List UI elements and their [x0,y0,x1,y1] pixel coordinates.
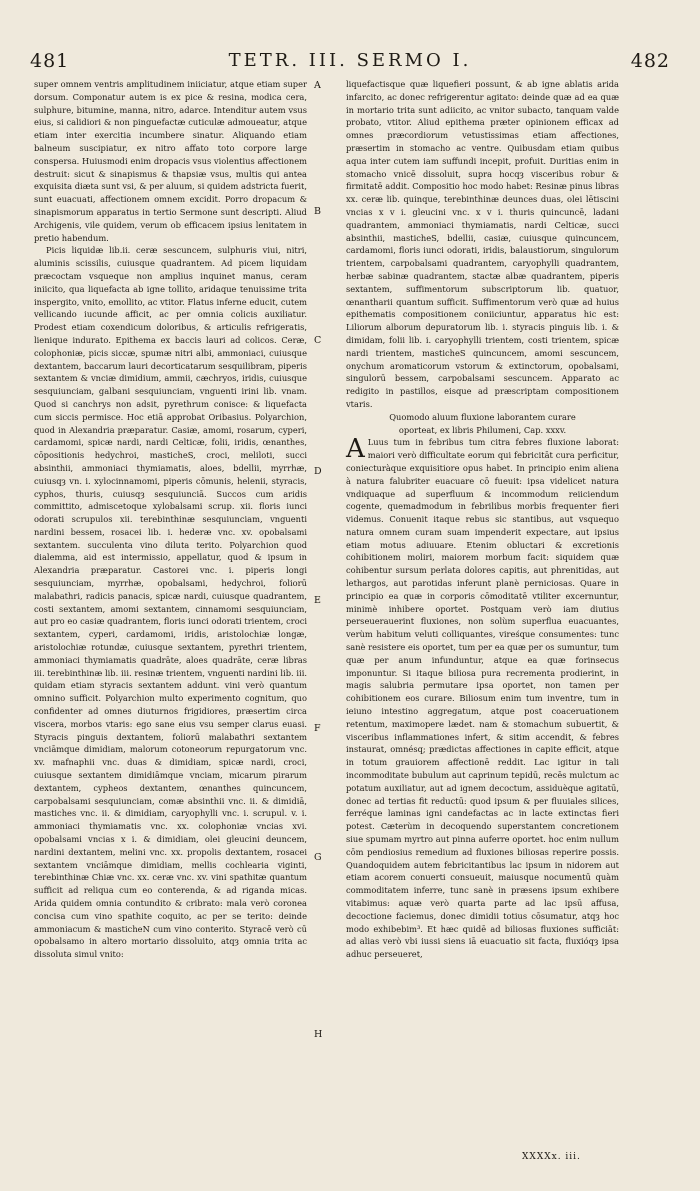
signature-mark: XXXXx. iii. [522,1152,581,1162]
margin-letter-c: C [314,335,322,346]
margin-letter-f: F [314,723,321,734]
page-number-right: 482 [630,50,670,72]
chapter-paragraph [346,436,619,961]
paragraph: Picis liquidæ lib.ii. ceræ sescuncem, sulphuris viui, nitri, aluminis scissilis, cuiusque quadrantem. Ad picem liquidam præcoctam vsqueque non amplius inquinet manus, ceram iniicito, qua liquefacta ab igne tollito, aridaque tenuissime trita inspergito, vnito, emollito, ac vtitor. Flatus inferne educit, cutem vellicando iucunde afficit, ac per omnia colicis auxiliatur. Prodest etiam coxendicum doloribus, & articulis refrigeratis, lienique indurato. Epithema ex baccis lauri ad colicos. Ceræ, colophoniæ, picis siccæ, spumæ nitri albi, ammoniaci, cuiusque dextantem, baccarum lauri decorticatarum sesquilibram, piperis sextantem & vnciæ dimidium, ammii, cæchryos, iridis, cuiusque sesquiunciam, galbani sesquiunciam, vnguenti irini lib. vnam. Quod si canchrys non adsit, pyrethrum conisce: & liquefacta cum siccis permisce. Hoc etiā approbat Oribasius. Polyarchion, quod in Alexandria præparatur. Casiæ, amomi, rosarum, cyperi, cardamomi, spicæ nardi, nardi Celticæ, folii, iridis, œnanthes, cōpositionis hedychroi, masticheS, croci, meliloti, succi absinthii, ammoniaci thymiamatis, aloes, bdellii, myrrhæ, cuiusqȝ vn. i. xylocinnamomi, piperis cōmunis, helenii, styracis, cyphos, thuris, cuiusqȝ sesquiunciā. Succos cum aridis committito, admiscetoque xylobalsami scrup. xii. floris iunci odorati scrupulos xii. terebinthinæ sesquiunciam, vnguenti nardini bessem, rosacei lib. i. hederæ vnc. xv. opobalsami sextantem. succulenta vino diluta terito. Polyarchion quod dialemma, aid est intermissio, appellatur, quod & ipsum in Alexandria præparatur. Castorei vnc. i. piperis longi sesquiunciam, myrrhæ, opobalsami, hedychroi, foliorū malabathri, radicis panacis, spicæ nardi, cuiusque quadrantem, costi sextantem, amomi sextantem, cinnamomi sesquiunciam, aut pro eo casiæ quadrantem, floris iunci odorati trientem, croci sextantem, cyperi, cardamomi, iridis, aristolochiæ longæ, aristolochiæ rotundæ, cuiusque sextantem, pyrethri trientem, ammoniaci thymiamatis quadrāte, aloes quadrāte, ceræ libras iii. terebinthinæ lib. iii. resinæ trientem, vnguenti nardini lib. iii. quidam etiam styracis sextantem addunt. vini verò quantum omnino sufficit. Polyarchion multo experimento cognitum, quo confidenter ad omnes diuturnos frigidiores, præsertim circa viscera, morbos vtaris: ego sane eius vsu semper clarus euasi. Styracis pinguis dextantem, foliorū malabathri sextantem vnciāmque dimidiam, malorum cotoneorum repurgatorum vnc. xv. mafnaphii vnc. duas & dimidiam, spicæ nardi, croci, cuiusque sextantem dimidiāmque vnciam, micarum pirarum dextantem, cypheos dextantem, œnanthes quincuncem, carpobalsami sesquiunciam, comæ absinthii vnc. ii. & dimidiā, mastiches vnc. ii. & dimidiam, caryophylli vnc. i. scrupul. v. i. ammoniaci thymiamatis vnc. xx. colophoniæ vncias xvi. opobalsami vncias x i. & dimidiam, olei gleucini deuncem, nardini dextantem, melini vnc. xx. propolis dextantem, rosacei sextantem vnciāmque dimidiam, mellis cochlearia viginti, terebinthinæ Chiæ vnc. xx. ceræ vnc. xv. vini spathitæ quantum sufficit ad reliqua cum eo conterenda, & ad riganda micas. Arida quidem omnia contundito & cribrato: mala verò coronea concisa cum vino spathite coquito, ac per se terito: deinde ammoniacum & masticheN cum vino conterito. Styracē verò cū opobalsamo in altero mortario dissoluito, atqȝ omnia trita ac dissoluta simul vnito: [34,245,307,960]
page-number-left: 481 [30,50,70,72]
right-column [346,78,619,961]
left-column [34,78,307,961]
margin-letter-h: H [314,1029,323,1040]
paragraph: super omnem ventris amplitudinem iniiciatur, atque etiam super dorsum. Componatur autem is ex pice & resina, modica cera, sulphure, bitumine, manna, nitro, adarce. Intenditur autem vsus eius, si calidiori & non pinguefactæ cuticulæ admoueatur, atque etiam inter exercitia incumbere sinatur. Aliquando etiam balneum suscipiatur, ex nitro affato toto corpore large conspersa. Huiusmodi enim dropacis vsus violentius affectionem destruit: sicut & sinapismus & thapsiæ vsus, multis qui antea exquisita diæta sunt vsi, & per aluum, si quidem adstricta fuerit, sunt euacuati, affectionem omnem excidit. Porro dropacum & sinapismorum apparatus in tertio Sermone sunt descripti. Aliud Archigenis, vile quidem, verum ob efficacem ipsius lenitatem in pretio habendum. [34,79,308,243]
chapter-subtitle: oporteat, ex libris Philumeni, Cap. xxxv. [398,424,567,435]
margin-letter-a: A [314,80,321,91]
margin-letter-b: B [314,206,321,217]
chapter-title: Quomodo aluum fluxione laborantem curare [389,411,576,422]
margin-letter-e: E [314,595,321,606]
margin-letter-g: G [314,852,322,863]
paragraph: liquefactisque quæ liquefieri possunt, & ab igne ablatis arida infarcito, ac donec refrigerentur agitato: deinde quæ ad ea quæ in mortario trita sunt adiicito, ac vnitor subacto, tanquam valde probato, vtitor. Aliud epithema præter opinionem efficax ad omnes præcordiorum vetustissimas etiam affectiones, præsertim in stomacho ac ventre. Quibusdam etiam quibus aqua inter cutem iam suffundi incepit, profuit. Duritias enim in stomacho vnicē dissoluit, supra hocqȝ visceribus robur & firmitatē addit. Compositio hoc modo habet: Resinæ pinus libras xx. ceræ lib. quinque, terebinthinæ deunces duas, olei lētiscini vncias x v i. gleucini vnc. x v i. thuris quincuncē, ladani quadrantem, ammoniaci thymiamatis, nardi Celticæ, succi absinthii, masticheS, bdellii, casiæ, cuiusque quincuncem, cardamomi, floris iunci odorati, iridis, balaustiorum, singulorum trientem, carpobalsami quadrantem, caryophylli quadrantem, herbæ sabinæ quadrantem, stactæ albæ quadrantem, piperis sextantem, suffimentorum subscriptorum lib. quatuor, œnantharii quantum sufficit. Suffimentorum verò quæ ad huius epithematis compositionem coniiciuntur, apparatus hic est: Liliorum alborum depuratorum lib. i. styracis pinguis lib. i. & dimidam, folii lib. i. caryophylli trientem, costi trientem, spicæ nardi trientem, masticheS quincuncem, amomi sescuncem, onychum aromaticorum vstorum & extinctorum, opobalsami, singulorū bessem, carpobalsami sescuncem. Apparato ac redigito in pastillos, eisque ad præscriptam compositionem vtaris. [346,79,619,409]
margin-letter-d: D [314,466,322,477]
paragraph-text: Luus tum in febribus tum citra febres fluxione laborat: maiori verò difficultate eorum qui febricitāt cura perficitur, coniecturàque exquisitiore opus habet. In principio enim aliena à natura falubriter euacuare cō fueuit: ipsa videlicet natura vndiquaque ad superfluum & incommodum reiiciendum cogente, quemadmodum in febrilibus morbis frequenter fieri videmus. Conuenit itaque rebus sic stantibus, aut vsquequo natura omnem curam suam impenderit expectare, aut ipsius etiam motus adiuuare. Etenim obluctari & excretionis cohibitionem moliri, maiorem morbum facit: siquidem quæ cohibentur sursum perlata dolores capitis, aut phrenitidas, aut lethargos, aut parotidas inferunt planè perniciosas. Quare in principio ea quæ in corporis cōmoditatē vtiliter excernuntur, minimè inhibere oportet. Postquam verò iam diutius perseuerauerint fluxiones, non solùm superflua euacuantes, verùm habitum veluti colliquantes, vireśque consumentes: tunc sanè resistere eis oportet, tum per ea quæ per os sumuntur, tum quæ per anum infunduntur, atque ea quæ forinsecus imponuntur. Si itaque biliosa pura recrementa prodierint, in magis salubria permutare ipsa oportet, non tamen per cohibitionem eos curare. Biliosum enim tum inventre, tum in ieiuno intestino aggregatum, atque post coaceruationem retentum, maximopere lædet. nam & stomachum subuertit, & visceribus inflammationes infert, & sitim accendit, & febres instaurat, omnésq; prædictas affectiones in capite efficit, atque in totum grauiorem affectionē reddit. Lac igitur in tali incommoditate bubulum aut caprinum tepidū, recēs mulctum ac potatum auxiliatur, aut ad ignem decoctum, assiduèque agitatū, donec ad tertias fit reductū: quod ipsum & per fluuiales silices, ferréque laminas igni candefactas ac in lacte extinctas fieri potest. Cæterùm in decoquendo superstantem concretionem siue spumam myrtro aut pinna auferre oportet. hoc enim nullum cōm pendiosius remedium ad fluxiones biliosas reperire possis. Quandoquidem autem febricitantibus lac ipsum in nidorem aut etiam acorem conuerti consueuit, maiusque nocumentū quàm commoditatem inferre, tunc sanè in præsens ipsum exhibere vitabimus: aquæ verò quarta parte ad lac ipsū affusa, decoctione faciemus, donec dimidii totius cōsumatur, atqȝ hoc modo exhibebim³. Et hæc quidē ad biliosas fluxiones sufficiāt: ad alias verò vbi iussi siens iā euacuatio sit facta, fluxióqȝ ipsa adhuc perseueret, [346,437,619,960]
running-title: TETR. III. SERMO I. [228,50,472,71]
drop-cap: A [346,434,365,465]
